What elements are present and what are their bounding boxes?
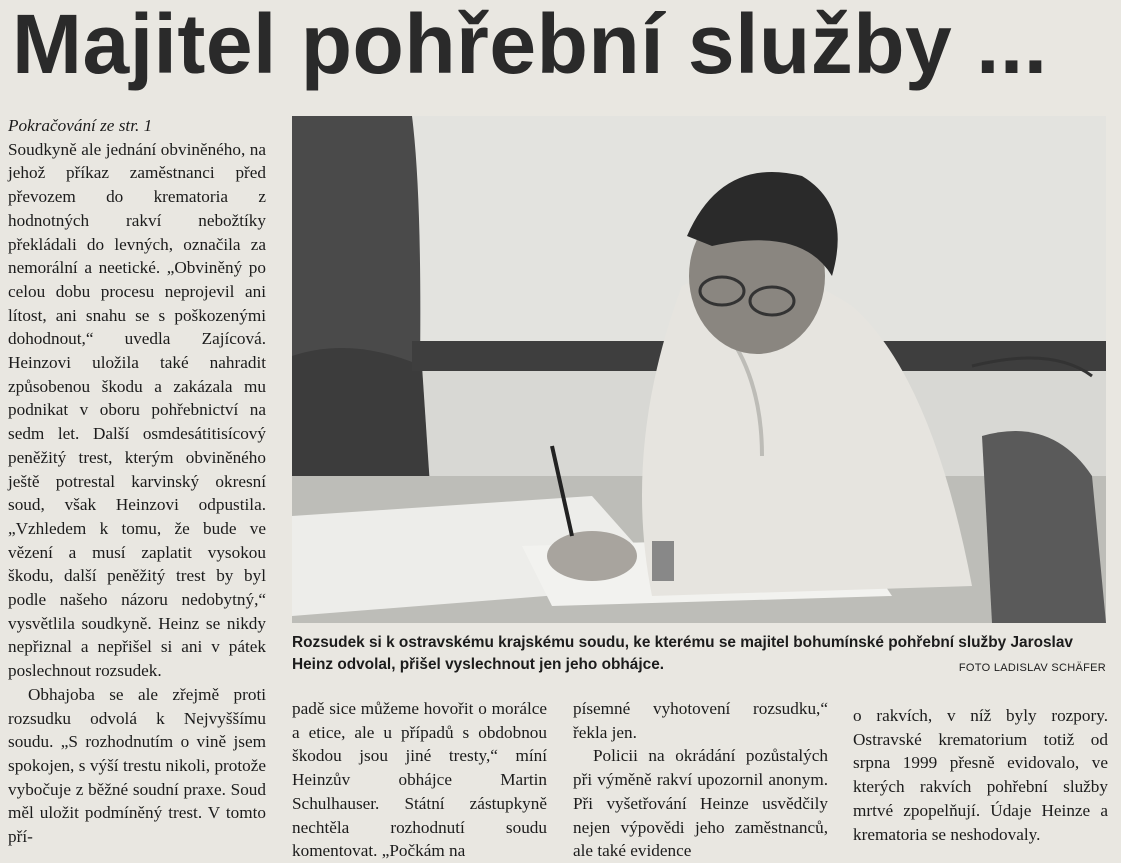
caption-text: Rozsudek si k ostravskému krajskému soudu, ke kterému se majitel bohumínské pohřební služby Jaroslav Heinz odvolal, přišel vyslechnout jen jeho obhájce. — [292, 634, 1073, 673]
paragraph: písemné vyhotovení rozsudku,“ řekla jen. — [573, 699, 828, 742]
photo-credit: FOTO LADISLAV SCHÄFER — [958, 662, 1106, 674]
article-column-1 — [8, 114, 266, 849]
paragraph: Policii na okrádání pozůstalých při výměně rakví upozornil anonym. Při vyšetřování Heinze usvědčily nejen výpovědi jeho zaměstnanců, ale také evidence — [573, 746, 828, 861]
continued-note: Pokračování ze str. 1 — [8, 116, 153, 135]
article-column-3 — [573, 697, 828, 863]
paragraph: Soudkyně ale jednání obviněného, na jehož příkaz zaměstnanci před převozem do krematoria z hodnotných rakví nebožtíky překládali do levných, označila za nemorální a neetické. „Obviněný po celou dobu procesu neprojevil ani lítost, ani snahu se s poškozenými dohodnout,“ uvedla Zajícová. Heinzovi uložila také nahradit způsobenou škodu a zakázala mu podnikat v oboru pohřebnictví na sedm let. Další osmdesátitisícový peněžitý trest, kterým obviněného ještě potrestal karvinský okresní soud, však Heinzovi odpustila. „Vzhledem k tomu, že bude ve vězení a musí zaplatit vysokou škodu, další peněžitý trest by byl podle našeho názoru nedobytný,“ vysvětlila soudkyně. Heinz se nikdy nepřiznal a nepřišel si ani v pátek poslechnout rozsudek. — [8, 139, 266, 681]
paragraph: Obhajoba se ale zřejmě proti rozsudku odvolá k Nejvyššímu soudu. „S rozhodnutím o vině jsem spokojen, s výší trestu nikoli, protože vybočuje z běžné soudní praxe. Soud měl uložit podmíněný trest. V tomto pří- — [8, 684, 266, 847]
headline: Majitel pohřební služby ... — [12, 0, 1048, 91]
article-column-2 — [292, 697, 547, 863]
photo-caption — [292, 632, 1108, 676]
article-column-4 — [853, 704, 1108, 846]
news-photo — [292, 116, 1106, 623]
paragraph: o rakvích, v níž byly rozpory. Ostravské krematorium totiž od srpna 1999 přesně evidovalo, ve kterých rakvích pohřební služby mrtvé zpopelňují. Údaje Heinze a krematoria se neshodovaly. — [853, 706, 1108, 844]
paragraph: padě sice můžeme hovořit o morálce a etice, ale u případů s obdobnou škodou jsou jiné tresty,“ míní Heinzův obhájce Martin Schulhauser. Státní zástupkyně nechtěla rozhodnutí soudu komentovat. „Počkám na — [292, 699, 547, 861]
photo-illustration — [292, 116, 1106, 623]
